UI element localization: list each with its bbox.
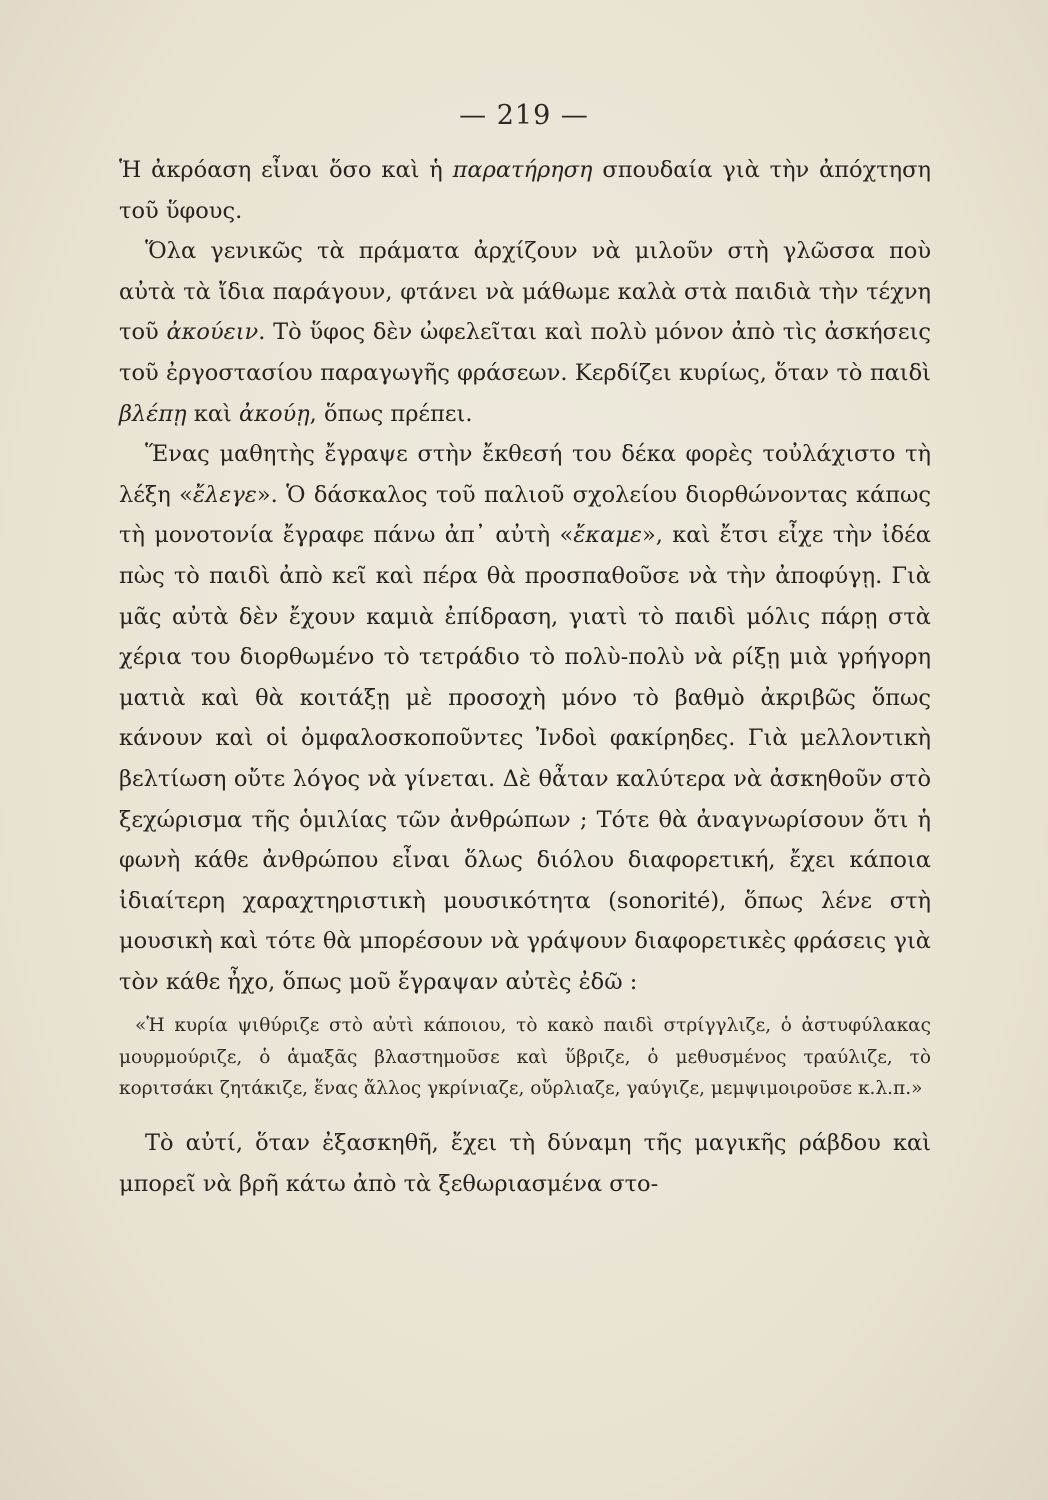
- italic-text: ἀκούειν: [166, 319, 259, 346]
- italic-text: ἀκούῃ: [239, 400, 310, 427]
- italic-text: ἔλεγε: [192, 481, 257, 508]
- text-run: . Τὸ ὕφος δὲν ὠφελεῖται καὶ πολὺ μόνον ἀπὸ τὶς ἀσκήσεις τοῦ ἐργοστασίου παραγωγῆς φράσεων. Κερδίζει κυρίως, ὅταν τὸ παιδὶ: [119, 319, 932, 386]
- text-run: , ὅπως πρέπει.: [309, 400, 473, 427]
- text-run: Ὅλα γενικῶς τὰ πράματα ἀρχίζουν νὰ μιλοῦν στὴ γλῶσσα ποὺ αὐτὰ τὰ ἴδια παράγουν, φτάνει νὰ μάθωμε καλὰ στὰ παιδιὰ τὴν τέχνη τοῦ: [119, 238, 931, 346]
- page-number: — 219 —: [459, 100, 589, 131]
- paragraph-2: [119, 231, 931, 434]
- text-run: Ἡ ἀκρόαση εἶναι ὅσο καὶ ἡ: [119, 157, 453, 183]
- text-run: ». Ὁ δάσκαλος τοῦ παλιοῦ σχολείου διορθώνοντας κάπως τὴ μονοτονία ἔγραφε πάνω ἀπ᾽ αὐτὴ «: [119, 481, 931, 549]
- text-run: σπουδαία γιὰ τὴν ἀπόχτηση τοῦ ὕφους.: [119, 157, 932, 224]
- italic-text: βλέπῃ: [119, 400, 187, 427]
- italic-text: ἔκαμε: [573, 522, 642, 549]
- block-quote: «Ἡ κυρία ψιθύριζε στὸ αὐτὶ κάποιου, τὸ κακὸ παιδὶ στρίγγλιζε, ὁ ἀστυφύλακας μουρμούριζε, ὁ ἁμαξᾶς βλαστημοῦσε καὶ ὕβριζε, ὁ μεθυσμένος τραύλιζε, τὸ κοριτσάκι ζητάκιζε, ἕνας ἄλλος γκρίνιαζε, οὔρλιαζε, γαύγιζε, μεμψιμοιροῦσε κ.λ.π.»: [119, 1015, 931, 1100]
- text-run: Ἕνας μαθητὴς ἔγραψε στὴν ἔκθεσή του δέκα φορὲς τοὐλάχιστο τὴ λέξη «: [119, 441, 931, 508]
- paragraph-3: [119, 434, 931, 1002]
- text-run: καὶ: [186, 400, 240, 427]
- italic-text: παρατήρηση: [452, 157, 593, 183]
- paragraph-1: [119, 150, 931, 231]
- body-text: [119, 150, 931, 1204]
- text-run: », καὶ ἔτσι εἶχε τὴν ἰδέα πὼς τὸ παιδὶ ἀπὸ κεῖ καὶ πέρα θὰ προσπαθοῦσε νὰ τὴν ἀποφύγῃ. Γιὰ μᾶς αὐτὰ δὲν ἔχουν καμιὰ ἐπίδραση, γιατὶ τὸ παιδὶ μόλις πάρῃ στὰ χέρια του διορθωμένο τὸ τετράδιο τὸ πολὺ-πολὺ νὰ ρίξῃ μιὰ γρήγορη ματιὰ καὶ θὰ κοιτάξῃ μὲ προσοχὴ μόνο τὸ βαθμὸ ἀκριβῶς ὅπως κάνουν καὶ οἱ ὀμφαλοσκοποῦντες Ἰνδοὶ φακίρηδες. Γιὰ μελλοντικὴ βελτίωση οὔτε λόγος νὰ γίνεται. Δὲ θἆταν καλύτερα νὰ ἀσκηθοῦν στὸ ξεχώρισμα τῆς ὁμιλίας τῶν ἀνθρώπων ; Τότε θὰ ἀναγνωρίσουν ὅτι ἡ φωνὴ κάθε ἀνθρώπου εἶναι ὅλως διόλου διαφορετική, ἔχει κάποια ἰδιαίτερη χαραχτηριστικὴ μουσικότητα (sonorité), ὅπως λένε στὴ μουσικὴ καὶ τότε θὰ μπορέσουν νὰ γράψουν διαφορετικὲς φράσεις γιὰ τὸν κάθε ἦχο, ὅπως μοῦ ἔγραψαν αὐτὲς ἐδῶ :: [119, 522, 931, 995]
- paragraph-closing: Τὸ αὐτί, ὅταν ἐξασκηθῆ, ἔχει τὴ δύναμη τῆς μαγικῆς ράβδου καὶ μπορεῖ νὰ βρῆ κάτω ἀπὸ τὰ ξεθωριασμένα στο-: [119, 1129, 931, 1197]
